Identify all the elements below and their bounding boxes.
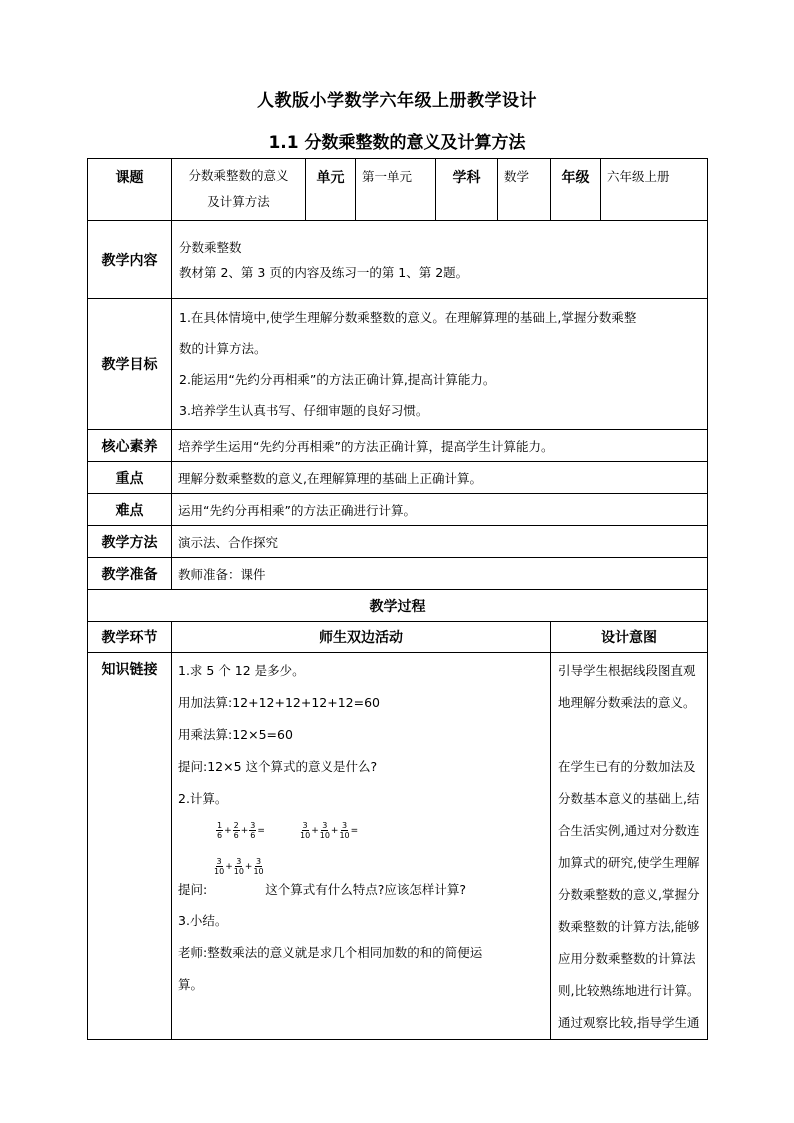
method-value: 演示法、合作探究 — [172, 526, 708, 558]
fraction: $\frac{3}{10}$ — [233, 857, 244, 876]
activity-line-4: 提问:12×5 这个算式的意义是什么? — [178, 759, 378, 774]
prep-value: 教师准备：课件 — [172, 558, 708, 590]
question-prefix: 提问: — [178, 882, 208, 897]
fraction: $\frac{3}{10}$ — [253, 857, 264, 876]
activity-cell — [172, 653, 551, 1040]
goals-value — [172, 299, 708, 430]
difficulty-label: 难点 — [88, 494, 172, 526]
content-line1: 分数乘整数 — [179, 239, 242, 255]
activity-line-5: 2.计算。 — [178, 791, 228, 806]
fraction: $\frac{3}{10}$ — [214, 857, 225, 876]
fraction-sum-tenths: $\frac{3}{10}$ + $\frac{3}{10}$ + $\frac{3}{10}$ = — [300, 821, 359, 840]
intent-line: 在学生已有的分数加法及 — [558, 759, 696, 774]
difficulty-value: 运用“先约分再相乘”的方法正确进行计算。 — [172, 494, 708, 526]
intent-line: 合生活实例,通过对分数连 — [558, 823, 700, 838]
course-value: 数学 — [498, 159, 551, 221]
intent-line: 数乘整数的计算方法,能够 — [558, 919, 700, 934]
activity-line-3: 用乘法算:12×5=60 — [178, 727, 293, 742]
intent-line: 分数乘整数的意义,掌握分 — [558, 887, 700, 902]
intent-line: 分数基本意义的基础上,结 — [558, 791, 700, 806]
fraction-sum-sixths: $\frac{1}{6}$ + $\frac{2}{6}$ + $\frac{3}{6}$ = — [217, 821, 265, 840]
goal-line4: 3.培养学生认真书写、仔细审题的良好习惯。 — [179, 403, 429, 418]
key-point-label: 重点 — [88, 462, 172, 494]
process-title: 教学过程 — [88, 590, 708, 622]
intent-line: 应用分数乘整数的计算法 — [558, 951, 696, 966]
subject-value-line1: 分数乘整数的意义 — [188, 168, 289, 183]
fraction-sum-expression: $\frac{3}{10}$ + $\frac{3}{10}$ + $\frac{3}{10}$ — [214, 857, 264, 876]
subject-value-line2: 及计算方法 — [207, 194, 270, 209]
course-label: 学科 — [436, 159, 498, 221]
method-label: 教学方法 — [88, 526, 172, 558]
fraction: $\frac{3}{10}$ — [339, 821, 350, 840]
grade-value: 六年级上册 — [601, 159, 708, 221]
teacher-line-2: 算。 — [178, 977, 204, 992]
prep-label: 教学准备 — [88, 558, 172, 590]
fraction: $\frac{2}{6}$ — [233, 821, 239, 840]
goal-line3: 2.能运用“先约分再相乘”的方法正确计算,提高计算能力。 — [179, 372, 496, 387]
activity-column-header: 师生双边活动 — [172, 622, 551, 653]
intent-column-header: 设计意图 — [551, 622, 708, 653]
stage-column-header: 教学环节 — [88, 622, 172, 653]
intent-line: 地理解分数乘法的意义。 — [558, 695, 696, 710]
fraction: $\frac{3}{10}$ — [319, 821, 330, 840]
intent-line: 则,比较熟练地进行计算。 — [558, 983, 700, 998]
literacy-label: 核心素养 — [88, 430, 172, 462]
key-point-value: 理解分数乘整数的意义,在理解算理的基础上正确计算。 — [172, 462, 708, 494]
subject-label: 课题 — [88, 159, 172, 221]
activity-line-2: 用加法算:12+12+12+12+12=60 — [178, 695, 381, 710]
activity-line-1: 1.求 5 个 12 是多少。 — [178, 663, 305, 678]
intent-line: 加算式的研究,使学生理解 — [558, 855, 700, 870]
intent-line: 通过观察比较,指导学生通 — [558, 1015, 700, 1030]
summary-label: 3.小结。 — [178, 913, 228, 928]
lesson-title: 1.1 分数乘整数的意义及计算方法 — [268, 133, 526, 153]
unit-value: 第一单元 — [356, 159, 436, 221]
question-body: 这个算式有什么特点?应该怎样计算? — [265, 882, 466, 897]
content-value — [172, 221, 708, 299]
lesson-plan-table — [87, 158, 708, 1040]
literacy-value: 培养学生运用“先约分再相乘”的方法正确计算，提高学生计算能力。 — [172, 430, 708, 462]
intent-line: 引导学生根据线段图直观 — [558, 663, 696, 678]
goal-line2: 数的计算方法。 — [179, 341, 267, 356]
question-row — [172, 855, 550, 905]
fraction: $\frac{3}{10}$ — [300, 821, 311, 840]
goal-line1: 1.在具体情境中,使学生理解分数乘整数的意义。在理解算理的基础上,掌握分数乘整 — [179, 310, 637, 325]
question-text — [178, 875, 466, 905]
grade-label: 年级 — [551, 159, 601, 221]
unit-label: 单元 — [306, 159, 356, 221]
fraction: $\frac{1}{6}$ — [217, 821, 223, 840]
document-title: 人教版小学数学六年级上册教学设计 — [257, 91, 537, 111]
intent-line — [558, 719, 707, 751]
subject-value — [172, 159, 306, 221]
goals-label: 教学目标 — [88, 299, 172, 430]
intent-cell — [551, 653, 708, 1040]
content-line2: 教材第 2、第 3 页的内容及练习一的第 1、第 2题。 — [179, 264, 469, 280]
stage-name: 知识链接 — [88, 653, 172, 1040]
content-label: 教学内容 — [88, 221, 172, 299]
teacher-line-1: 老师:整数乘法的意义就是求几个相同加数的和的简便运 — [178, 945, 483, 960]
calculation-exercises — [172, 815, 550, 855]
fraction: $\frac{3}{6}$ — [250, 821, 256, 840]
